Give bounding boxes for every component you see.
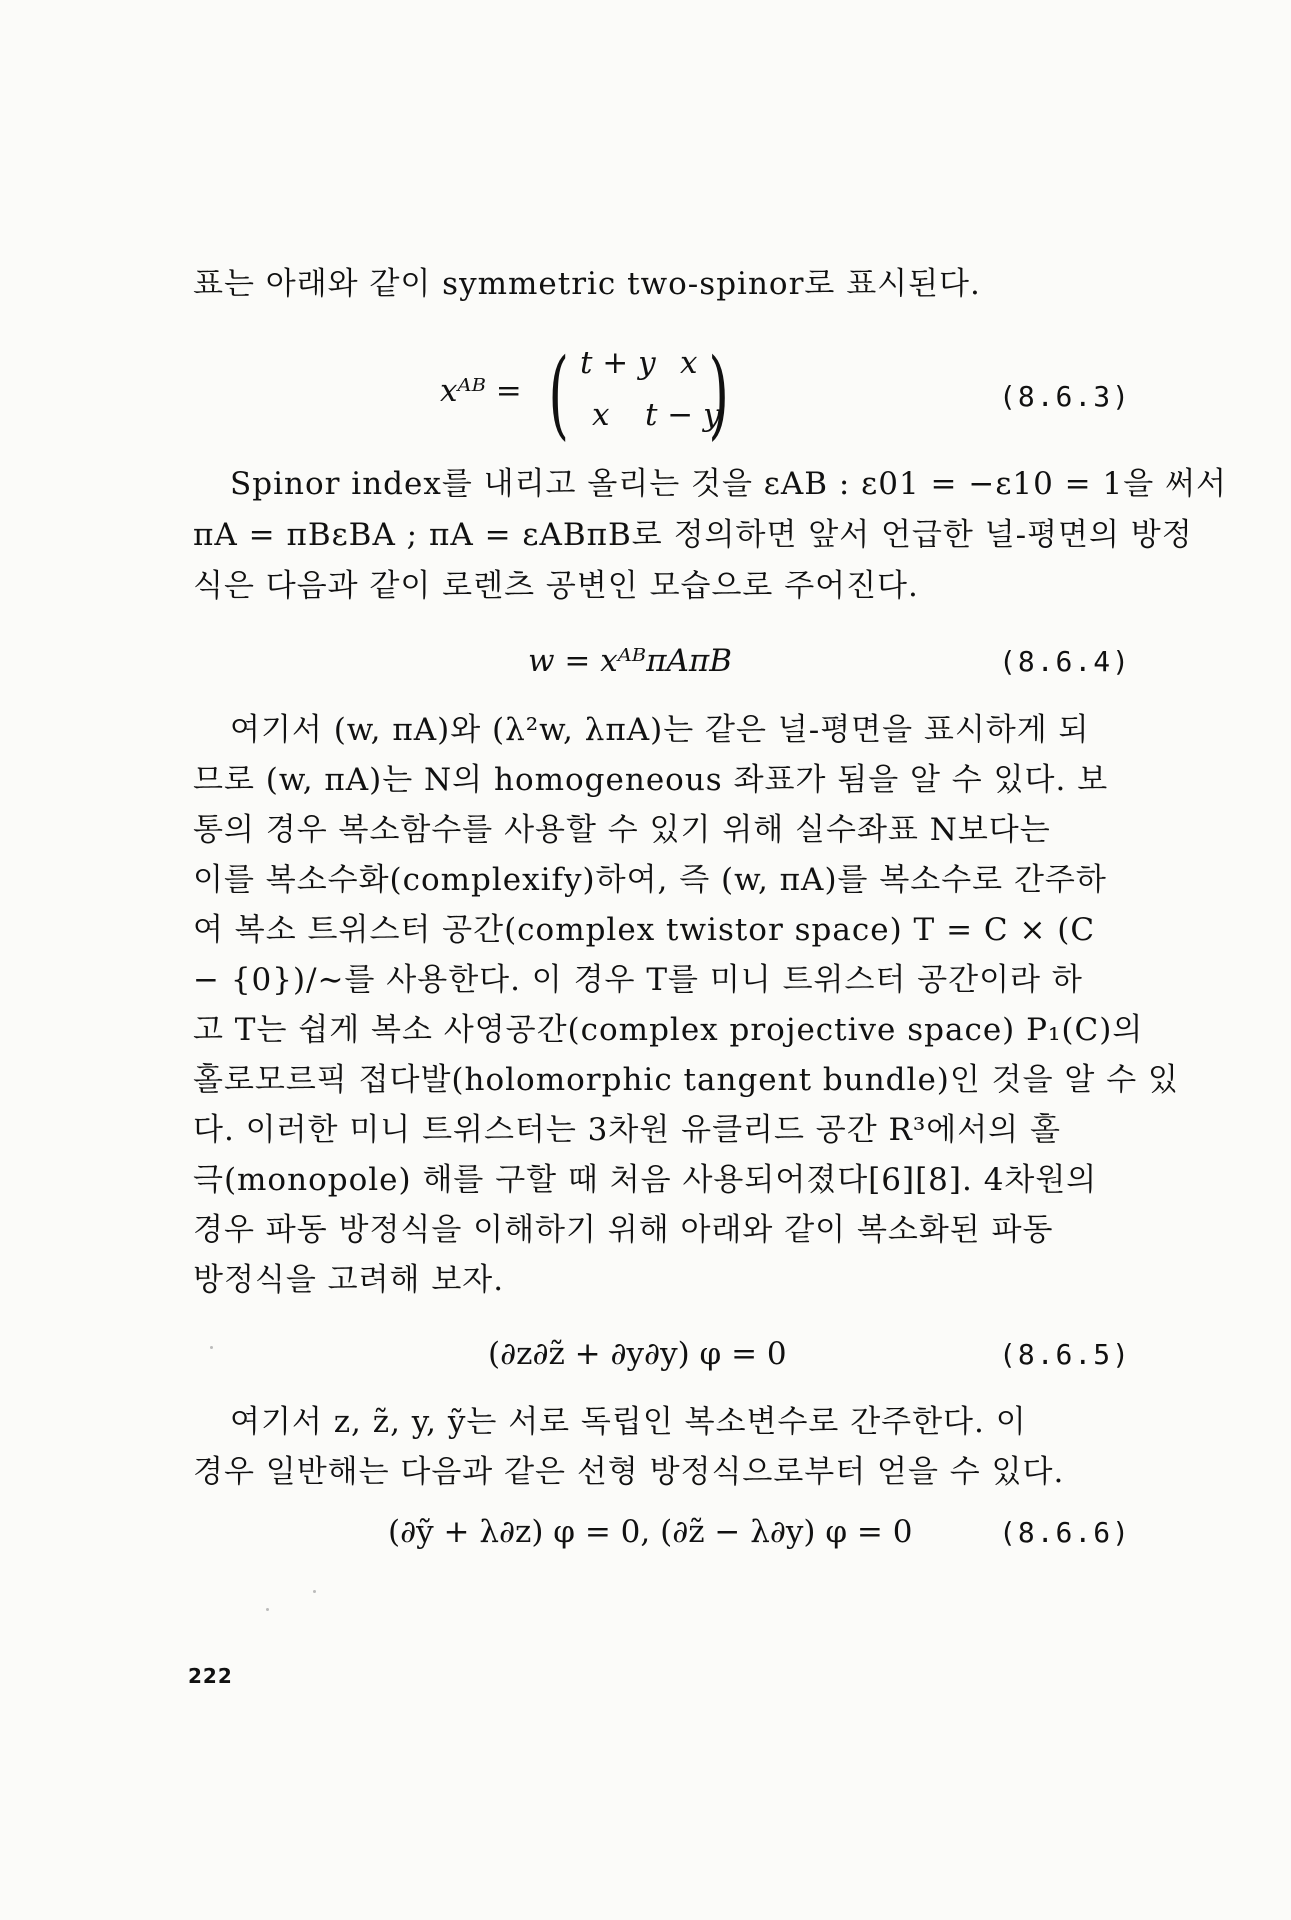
scan-speck bbox=[266, 1608, 269, 1611]
scan-speck bbox=[210, 1346, 213, 1349]
matrix-cell-11: t + y bbox=[580, 345, 656, 381]
matrix-cell-21: x bbox=[592, 397, 610, 433]
text-line-9: 여 복소 트위스터 공간(complex twistor space) T = C × (C bbox=[193, 912, 1096, 948]
matrix-lhs: xᴬᴮ = bbox=[440, 373, 522, 409]
matrix-cell-12: x bbox=[680, 345, 698, 381]
text-line-7: 통의 경우 복소함수를 사용할 수 있기 위해 실수좌표 N보다는 bbox=[193, 812, 1051, 848]
text-line-5: 여기서 (w, πA)와 (λ²w, λπA)는 같은 널-평면을 표시하게 되 bbox=[230, 712, 1090, 748]
equation-body: (∂ỹ + λ∂z) φ = 0, (∂z̃ − λ∂y) φ = 0 bbox=[388, 1514, 913, 1550]
equation-number: (8.6.3) bbox=[998, 380, 1131, 413]
equation-body: (∂z∂z̃ + ∂y∂y) φ = 0 bbox=[488, 1336, 787, 1372]
text-line-4: 식은 다음과 같이 로렌츠 공변인 모습으로 주어진다. bbox=[193, 568, 919, 604]
scan-speck bbox=[313, 1590, 316, 1593]
equation-number: (8.6.6) bbox=[998, 1516, 1131, 1549]
text-line-2: Spinor index를 내리고 올리는 것을 εAB : ε01 = −ε10 = 1을 써서 bbox=[230, 466, 1227, 502]
equation-8-6-6 bbox=[193, 1508, 1143, 1568]
matrix-cell-22: t − y bbox=[645, 397, 721, 433]
text-line-8: 이를 복소수화(complexify)하여, 즉 (w, πA)를 복소수로 간주하 bbox=[193, 862, 1107, 898]
text-line-10: − {0})/∼를 사용한다. 이 경우 T를 미니 트위스터 공간이라 하 bbox=[193, 962, 1083, 998]
page-number: 222 bbox=[188, 1664, 233, 1688]
equation-number: (8.6.5) bbox=[998, 1338, 1131, 1371]
text-line-17: 여기서 z, z̃, y, ỹ는 서로 독립인 복소변수로 간주한다. 이 bbox=[230, 1404, 1027, 1440]
left-paren: ( bbox=[548, 338, 570, 450]
text-line-16: 방정식을 고려해 보자. bbox=[193, 1262, 505, 1298]
text-line-3: πA = πBεBA ; πA = εABπB로 정의하면 앞서 언급한 널-평면의 방정 bbox=[193, 517, 1193, 553]
text-line-18: 경우 일반해는 다음과 같은 선형 방정식으로부터 얻을 수 있다. bbox=[193, 1454, 1065, 1490]
equation-number: (8.6.4) bbox=[998, 645, 1131, 678]
text-line-14: 극(monopole) 해를 구할 때 처음 사용되어졌다[6][8]. 4차원의 bbox=[193, 1162, 1098, 1198]
equation-8-6-3 bbox=[193, 372, 1143, 432]
text-line-1: 표는 아래와 같이 symmetric two-spinor로 표시된다. bbox=[193, 266, 981, 302]
text-line-12: 홀로모르픽 접다발(holomorphic tangent bundle)인 것을 알 수 있 bbox=[193, 1062, 1179, 1098]
text-line-11: 고 T는 쉽게 복소 사영공간(complex projective space) P₁(C)의 bbox=[193, 1012, 1144, 1048]
equation-8-6-5 bbox=[193, 1330, 1143, 1390]
equation-body: w = xᴬᴮπAπB bbox=[528, 643, 733, 679]
text-line-13: 다. 이러한 미니 트위스터는 3차원 유클리드 공간 R³에서의 홀 bbox=[193, 1112, 1061, 1148]
right-paren: ) bbox=[708, 338, 730, 450]
text-line-15: 경우 파동 방정식을 이해하기 위해 아래와 같이 복소화된 파동 bbox=[193, 1212, 1054, 1248]
equation-8-6-4 bbox=[193, 637, 1143, 697]
text-line-6: 므로 (w, πA)는 N의 homogeneous 좌표가 됨을 알 수 있다. 보 bbox=[193, 762, 1109, 798]
